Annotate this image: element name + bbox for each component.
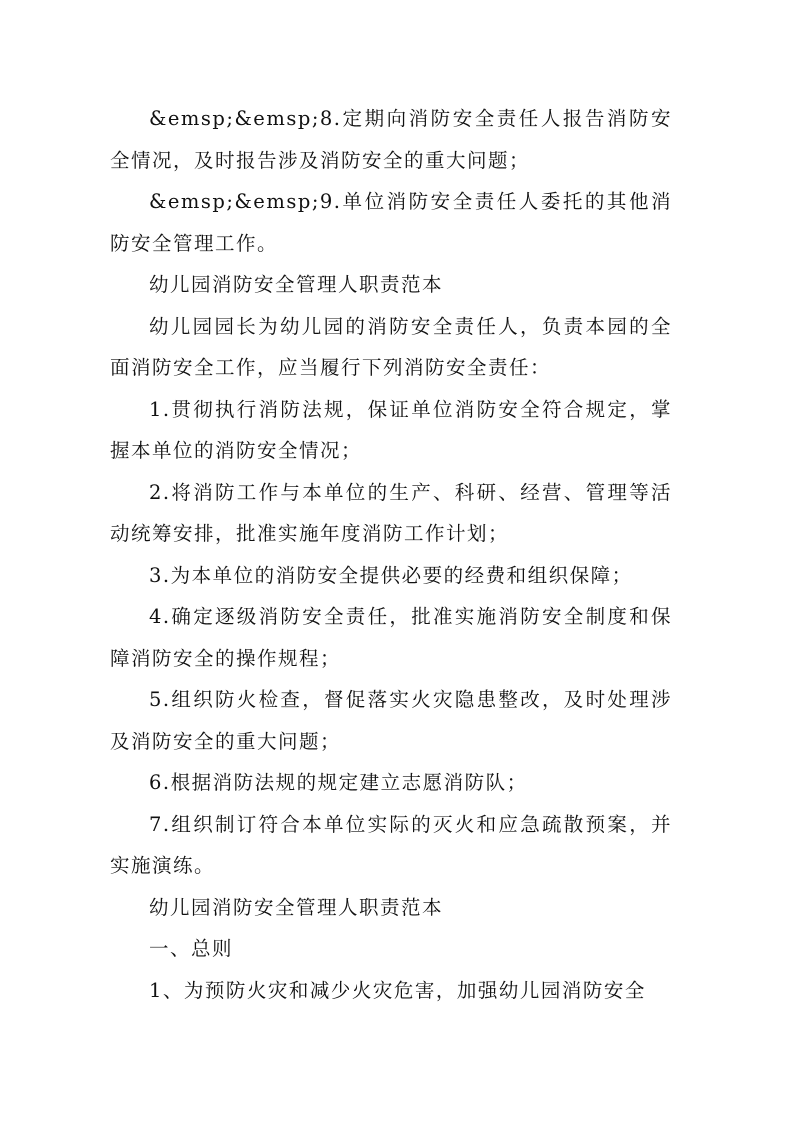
paragraph-duty-8: &emsp;&emsp;8.定期向消防安全责任人报告消防安全情况，及时报告涉及消防安全的重大问题；	[110, 107, 672, 172]
chapter-heading: 一、总则	[149, 937, 234, 960]
document-body	[110, 98, 672, 1011]
list-item-3: 3.为本单位的消防安全提供必要的经费和组织保障；	[149, 563, 633, 587]
paragraph-duty-9: &emsp;&emsp;9.单位消防安全责任人委托的其他消防安全管理工作。	[110, 190, 672, 255]
section-heading-2: 幼儿园消防安全管理人职责范本	[149, 895, 444, 919]
paragraph-intro: 幼儿园园长为幼儿园的消防安全责任人，负责本园的全面消防安全工作，应当履行下列消防安全责任：	[110, 314, 672, 379]
list-item-1: 1.贯彻执行消防法规，保证单位消防安全符合规定，掌握本单位的消防安全情况；	[110, 397, 672, 462]
paragraph-general-1: 1、为预防火灾和减少火灾危害，加强幼儿园消防安全	[149, 978, 646, 1002]
section-heading: 幼儿园消防安全管理人职责范本	[149, 273, 444, 296]
list-item-2: 2.将消防工作与本单位的生产、科研、经营、管理等活动统筹安排，批准实施年度消防工作计划；	[110, 480, 672, 545]
list-item-6: 6.根据消防法规的规定建立志愿消防队；	[149, 771, 528, 794]
list-item-4: 4.确定逐级消防安全责任，批准实施消防安全制度和保障消防安全的操作规程；	[110, 605, 672, 670]
list-item-5: 5.组织防火检查，督促落实火灾隐患整改，及时处理涉及消防安全的重大问题；	[110, 688, 672, 753]
list-item-7: 7.组织制订符合本单位实际的灭火和应急疏散预案，并实施演练。	[110, 812, 672, 877]
